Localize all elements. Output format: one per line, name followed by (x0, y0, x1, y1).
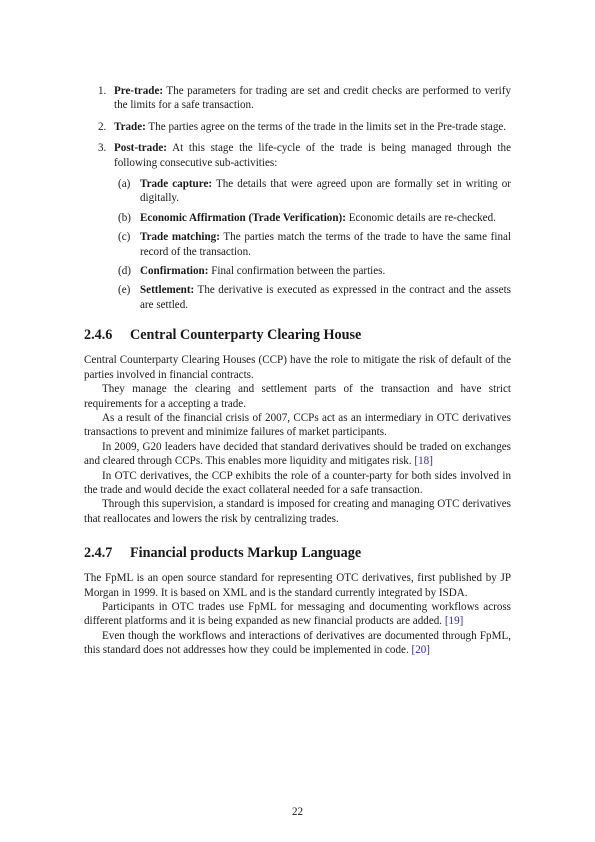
sublist-item-heading: Settlement: (140, 284, 195, 297)
paragraph (84, 629, 511, 658)
trade-stages-list (84, 84, 511, 312)
sublist-item (114, 177, 511, 206)
sublist-item-number: (d) (118, 265, 131, 278)
paragraph (84, 571, 511, 600)
sublist-item-number: (c) (118, 231, 131, 244)
sublist-item-heading: Economic Affirmation (Trade Verification): (140, 211, 346, 224)
sublist-item (114, 211, 511, 225)
paragraph-text: Participants in OTC trades use FpML for messaging and documenting workflows across different platforms and it is being expanded as new financial products are added. (84, 600, 511, 628)
list-item-text: At this stage the life-cycle of the trade is being managed through the following consecutive sub-activities: (114, 142, 511, 169)
list-item-heading: Post-trade: (114, 142, 167, 155)
sublist-item-heading: Confirmation: (140, 265, 209, 278)
paragraph (84, 382, 511, 411)
page-number: 22 (291, 806, 304, 818)
citation-link[interactable]: [18] (414, 455, 433, 468)
paragraph-text: In OTC derivatives, the CCP exhibits the role of a counter-party for both sides involved in the trade and would decide the exact collateral needed for a safe transaction. (84, 469, 511, 496)
section-number: 2.4.7 (84, 545, 113, 562)
section-title: Financial products Markup Language (130, 545, 362, 562)
paragraph (84, 469, 511, 498)
list-item (84, 120, 511, 134)
list-item (84, 84, 511, 113)
paragraph (84, 353, 511, 382)
paragraph-text: Even though the workflows and interactions of derivatives are documented through FpML, this standard does not addresses how they could be implemented in code. (84, 629, 511, 657)
sublist-item-heading: Trade matching: (140, 231, 220, 244)
list-item-text: The parameters for trading are set and credit checks are performed to verify the limits for a safe transaction. (114, 85, 511, 112)
paragraph-text: The FpML is an open source standard for representing OTC derivatives, first published by JP Morgan in 1999. It is based on XML and is the standard currently integrated by ISDA. (84, 572, 511, 599)
list-item-number: 2. (98, 120, 107, 133)
list-item-number: 3. (98, 142, 107, 155)
list-item-number: 1. (98, 85, 107, 97)
paragraph-text: As a result of the financial crisis of 2007, CCPs act as an intermediary in OTC derivatives transactions to prevent and minimize failures of market participants. (84, 411, 511, 439)
section-heading-ccp (84, 326, 511, 344)
list-item (84, 141, 511, 312)
sublist-item-text: The details that were agreed upon are formally set in writing or digitally. (140, 178, 511, 205)
post-trade-sublist (114, 177, 511, 312)
paragraph-text: Through this supervision, a standard is imposed for creating and managing OTC derivatives that reallocates and lowers the risk by centralizing trades. (84, 498, 511, 525)
paragraph-text: They manage the clearing and settlement parts of the transaction and have strict requirements for a accepting a trade. (84, 383, 511, 410)
sublist-item (114, 230, 511, 259)
paragraph-text: Central Counterparty Clearing Houses (CCP) have the role to mitigate the risk of default of the parties involved in financial contracts. (84, 354, 511, 381)
list-item-heading: Pre-trade: (114, 85, 164, 97)
sublist-item-text: Economic details are re-checked. (348, 211, 496, 224)
sublist-item (114, 264, 511, 278)
sublist-item-number: (a) (118, 178, 131, 191)
sublist-item-heading: Trade capture: (140, 178, 213, 191)
paragraph-text: In 2009, G20 leaders have decided that standard derivatives should be traded on exchanges and cleared through CCPs. This enables more liquidity and mitigates risk. (84, 440, 511, 468)
sublist-item-text: The derivative is executed as expressed in the contract and the assets are settled. (140, 284, 511, 311)
paragraph (84, 497, 511, 526)
section-heading-fpml (84, 544, 511, 562)
paragraph (84, 411, 511, 440)
sublist-item-text: Final confirmation between the parties. (211, 265, 386, 278)
sublist-item (114, 283, 511, 312)
page-content (84, 84, 511, 658)
list-item-heading: Trade: (114, 120, 146, 133)
sublist-item-number: (b) (118, 211, 131, 224)
citation-link[interactable]: [19] (444, 615, 464, 628)
paragraph (84, 600, 511, 629)
list-item-text: The parties agree on the terms of the trade in the limits set in the Pre-trade stage. (148, 120, 507, 133)
sublist-item-text: The parties match the terms of the trade to have the same final record of the transaction. (140, 231, 512, 258)
citation-link[interactable]: [20] (411, 644, 430, 657)
section-number: 2.4.6 (84, 327, 113, 344)
section-title: Central Counterparty Clearing House (130, 327, 362, 344)
sublist-item-number: (e) (118, 284, 131, 297)
paragraph (84, 440, 511, 469)
